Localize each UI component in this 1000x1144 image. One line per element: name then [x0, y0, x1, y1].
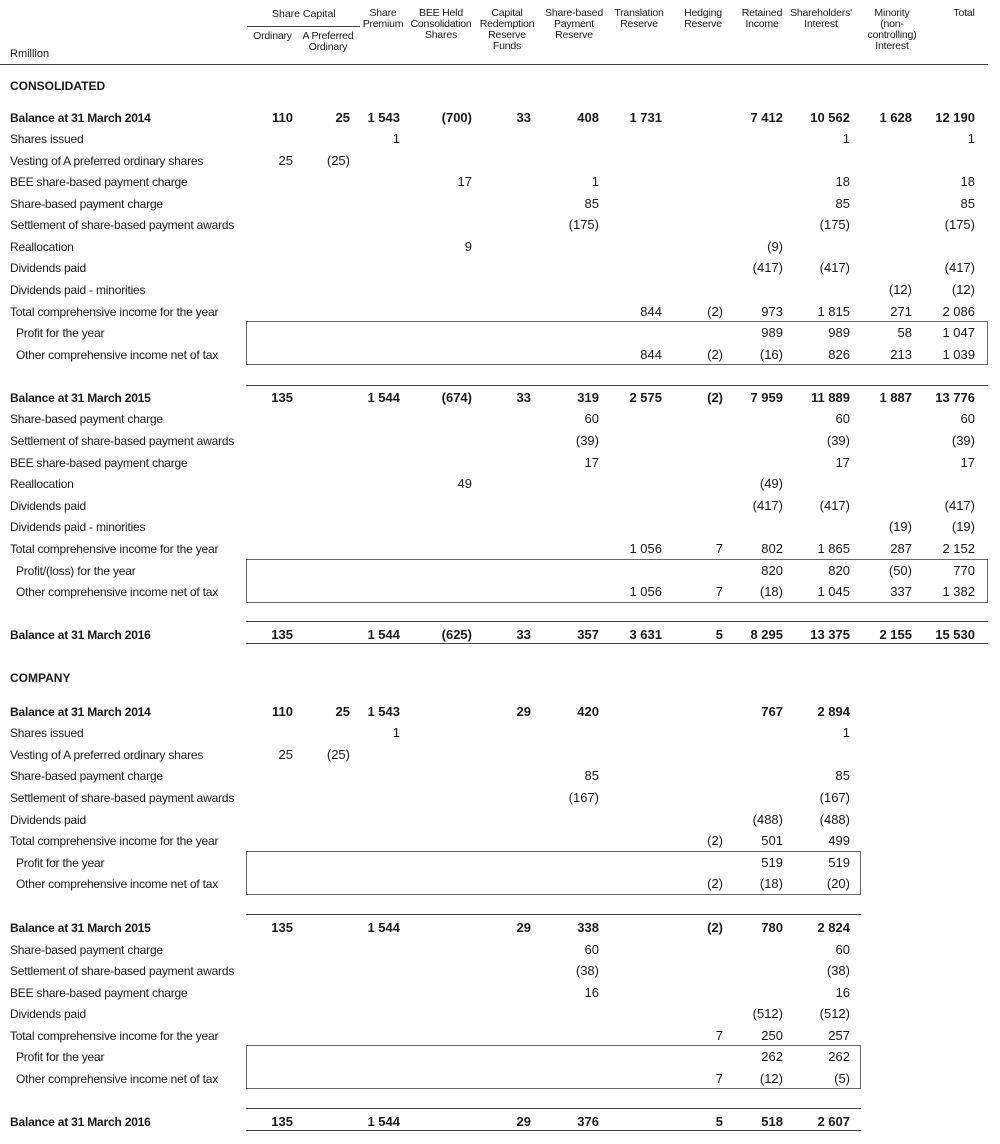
row-label: BEE share-based payment charge: [10, 456, 188, 470]
cell-sbp-reserve: (39): [575, 433, 599, 448]
row-label: Dividends paid - minorities: [10, 283, 146, 297]
cell-retained: (417): [752, 260, 783, 275]
cell-total: 1 382: [942, 584, 975, 599]
row-label: Total comprehensive income for the year: [10, 542, 219, 556]
row-label: Shares issued: [10, 132, 84, 146]
row-label: Balance at 31 March 2015: [10, 921, 151, 935]
cell-hedging: 5: [715, 627, 723, 642]
cell-shareholders: 60: [835, 411, 850, 426]
cell-shareholders: 2 824: [817, 920, 850, 935]
cell-shareholders: 989: [828, 325, 850, 340]
cell-retained: (417): [752, 498, 783, 513]
row-label: Reallocation: [10, 240, 74, 254]
cell-sbp-reserve: 357: [577, 627, 599, 642]
cell-total: 2 152: [942, 541, 975, 556]
row-label: Total comprehensive income for the year: [10, 834, 219, 848]
cell-hedging: (2): [707, 833, 723, 848]
cell-sbp-reserve: 420: [577, 704, 599, 719]
cell-ordinary: 25: [278, 153, 293, 168]
cell-shareholders: 820: [828, 563, 850, 578]
cell-bee-held: 49: [457, 476, 472, 491]
row-label: Share-based payment charge: [10, 769, 163, 783]
row-label: Dividends paid: [10, 1007, 86, 1021]
cell-a-preferred: (25): [326, 153, 350, 168]
cell-total: (417): [944, 260, 975, 275]
row-label: Profit for the year: [16, 856, 105, 870]
cell-retained: 989: [761, 325, 783, 340]
cell-retained: 820: [761, 563, 783, 578]
cell-hedging: 7: [715, 584, 723, 599]
row-label: Balance at 31 March 2014: [10, 111, 151, 125]
cell-shareholders: 60: [835, 942, 850, 957]
cell-shareholders: 16: [835, 985, 850, 1000]
cell-bee-held: 17: [457, 174, 472, 189]
cell-total: 1: [967, 131, 975, 146]
cell-retained: 767: [761, 704, 783, 719]
cell-capital-redemption: 33: [516, 110, 531, 125]
cell-ordinary: 135: [271, 390, 293, 405]
cell-share-premium: 1 543: [367, 110, 400, 125]
cell-retained: 262: [761, 1049, 783, 1064]
cell-share-premium: 1 544: [367, 920, 400, 935]
cell-shareholders: (417): [819, 260, 850, 275]
cell-ordinary: 135: [271, 1114, 293, 1129]
cell-shareholders: 1 865: [817, 541, 850, 556]
cell-shareholders: (38): [826, 963, 850, 978]
cell-a-preferred: 25: [335, 704, 350, 719]
cell-sbp-reserve: 17: [584, 455, 599, 470]
cell-retained: (16): [759, 347, 783, 362]
comprehensive-income-box: [246, 321, 988, 365]
cell-total: (175): [944, 217, 975, 232]
cell-total: 12 190: [935, 110, 975, 125]
cell-share-premium: 1: [392, 131, 400, 146]
row-label: Other comprehensive income net of tax: [16, 1072, 219, 1086]
col-header-retained: Retained Income: [741, 7, 783, 30]
row-label: Dividends paid: [10, 813, 86, 827]
cell-shareholders: 11 889: [810, 390, 850, 405]
cell-shareholders: 1: [842, 131, 850, 146]
cell-total: 1 039: [942, 347, 975, 362]
cell-shareholders: 1 815: [817, 304, 850, 319]
row-label: Dividends paid: [10, 499, 86, 513]
col-header-translation: Translation Reserve: [614, 7, 664, 30]
cell-hedging: 5: [715, 1114, 723, 1129]
cell-hedging: 7: [715, 1071, 723, 1086]
col-header-share-premium: Share Premium: [362, 7, 404, 30]
cell-retained: 7 412: [750, 110, 783, 125]
cell-ordinary: 25: [278, 747, 293, 762]
cell-bee-held: (674): [441, 390, 472, 405]
row-label: Profit/(loss) for the year: [16, 564, 136, 578]
cell-retained: (18): [759, 876, 783, 891]
cell-translation: 2 575: [629, 390, 662, 405]
cell-total: 18: [960, 174, 975, 189]
row-label: Settlement of share-based payment awards: [10, 791, 235, 805]
cell-shareholders: (512): [819, 1006, 850, 1021]
cell-shareholders: (175): [819, 217, 850, 232]
balance-rule: [246, 643, 988, 644]
cell-shareholders: (20): [826, 876, 850, 891]
company-title: COMPANY: [10, 671, 71, 685]
cell-share-premium: 1: [392, 725, 400, 740]
cell-shareholders: 262: [828, 1049, 850, 1064]
cell-retained: (9): [767, 239, 783, 254]
share-capital-rule: [247, 26, 360, 27]
cell-sbp-reserve: 85: [584, 768, 599, 783]
cell-sbp-reserve: 85: [584, 196, 599, 211]
cell-retained: 802: [761, 541, 783, 556]
cell-hedging: (2): [707, 347, 723, 362]
row-label: Other comprehensive income net of tax: [16, 585, 219, 599]
col-header-ordinary: Ordinary: [253, 30, 292, 42]
cell-capital-redemption: 29: [516, 920, 531, 935]
cell-minority: 1 628: [879, 110, 912, 125]
cell-retained: (12): [759, 1071, 783, 1086]
cell-share-premium: 1 543: [367, 704, 400, 719]
cell-minority: 2 155: [879, 627, 912, 642]
row-label: Settlement of share-based payment awards: [10, 964, 235, 978]
cell-shareholders: 18: [835, 174, 850, 189]
cell-total: 85: [960, 196, 975, 211]
cell-hedging: 7: [715, 1028, 723, 1043]
cell-minority: (50): [888, 563, 912, 578]
cell-total: (19): [951, 519, 975, 534]
row-label: Shares issued: [10, 726, 84, 740]
row-label: Share-based payment charge: [10, 943, 163, 957]
cell-share-premium: 1 544: [367, 1114, 400, 1129]
cell-minority: 1 887: [879, 390, 912, 405]
cell-capital-redemption: 29: [516, 704, 531, 719]
balance-rule: [246, 914, 861, 915]
cell-hedging: (2): [707, 876, 723, 891]
row-label: Profit for the year: [16, 326, 105, 340]
balance-rule: [246, 1108, 861, 1109]
row-label: BEE share-based payment charge: [10, 986, 188, 1000]
cell-retained: 519: [761, 855, 783, 870]
cell-total: (39): [951, 433, 975, 448]
cell-translation: 1 056: [629, 541, 662, 556]
cell-retained: 250: [761, 1028, 783, 1043]
cell-minority: 287: [890, 541, 912, 556]
col-header-total: Total: [953, 7, 975, 19]
row-label: Profit for the year: [16, 1050, 105, 1064]
row-label: Balance at 31 March 2014: [10, 705, 151, 719]
cell-total: 2 086: [942, 304, 975, 319]
cell-hedging: (2): [707, 390, 723, 405]
cell-shareholders: 1: [842, 725, 850, 740]
cell-total: 13 776: [935, 390, 975, 405]
cell-bee-held: (625): [441, 627, 472, 642]
cell-hedging: (2): [707, 304, 723, 319]
cell-shareholders: 2 894: [817, 704, 850, 719]
cell-minority: 213: [890, 347, 912, 362]
cell-retained: (49): [759, 476, 783, 491]
row-label: Share-based payment charge: [10, 412, 163, 426]
cell-minority: 271: [890, 304, 912, 319]
cell-capital-redemption: 33: [516, 390, 531, 405]
cell-sbp-reserve: 338: [577, 920, 599, 935]
cell-shareholders: 85: [835, 196, 850, 211]
cell-sbp-reserve: 376: [577, 1114, 599, 1129]
row-label: BEE share-based payment charge: [10, 175, 188, 189]
cell-minority: 58: [897, 325, 912, 340]
cell-shareholders: 826: [828, 347, 850, 362]
cell-shareholders: 13 375: [810, 627, 850, 642]
share-capital-header: Share Capital: [272, 8, 336, 20]
cell-shareholders: 17: [835, 455, 850, 470]
cell-sbp-reserve: 60: [584, 411, 599, 426]
cell-sbp-reserve: (38): [575, 963, 599, 978]
col-header-a-preferred: A Preferred Ordinary: [302, 30, 354, 53]
cell-translation: 844: [640, 347, 662, 362]
cell-ordinary: 110: [272, 110, 293, 125]
row-label: Dividends paid: [10, 261, 86, 275]
cell-shareholders: 85: [835, 768, 850, 783]
row-label: Balance at 31 March 2016: [10, 1115, 151, 1129]
cell-shareholders: (488): [819, 812, 850, 827]
cell-total: (12): [951, 282, 975, 297]
cell-a-preferred: 25: [335, 110, 350, 125]
cell-sbp-reserve: (167): [568, 790, 599, 805]
col-header-capital-redemption: Capital Redemption Reserve Funds: [479, 7, 535, 52]
col-header-bee-held: BEE Held Consolidation Shares: [410, 7, 472, 41]
cell-retained: 518: [761, 1114, 783, 1129]
cell-shareholders: 499: [828, 833, 850, 848]
cell-shareholders: 10 562: [810, 110, 850, 125]
cell-hedging: (2): [707, 920, 723, 935]
cell-translation: 844: [640, 304, 662, 319]
cell-sbp-reserve: 408: [577, 110, 599, 125]
row-label: Reallocation: [10, 477, 74, 491]
cell-a-preferred: (25): [326, 747, 350, 762]
cell-bee-held: (700): [441, 110, 472, 125]
balance-rule: [246, 621, 988, 622]
cell-total: 60: [960, 411, 975, 426]
col-header-shareholders: Shareholders' Interest: [790, 7, 852, 30]
cell-retained: (18): [759, 584, 783, 599]
col-header-hedging: Hedging Reserve: [684, 7, 722, 30]
row-label: Total comprehensive income for the year: [10, 1029, 219, 1043]
cell-ordinary: 135: [271, 920, 293, 935]
cell-share-premium: 1 544: [367, 627, 400, 642]
cell-hedging: 7: [715, 541, 723, 556]
row-label: Other comprehensive income net of tax: [16, 348, 219, 362]
cell-sbp-reserve: 319: [577, 390, 599, 405]
cell-sbp-reserve: 16: [584, 985, 599, 1000]
cell-ordinary: 135: [271, 627, 293, 642]
row-label: Share-based payment charge: [10, 197, 163, 211]
cell-total: 1 047: [942, 325, 975, 340]
unit-label: Rmillion: [10, 48, 50, 60]
consolidated-title: CONSOLIDATED: [10, 79, 106, 93]
cell-shareholders: 2 607: [817, 1114, 850, 1129]
row-label: Vesting of A preferred ordinary shares: [10, 154, 204, 168]
cell-total: 15 530: [935, 627, 975, 642]
cell-total: (417): [944, 498, 975, 513]
col-header-minority: Minority (non- controlling) Interest: [867, 7, 917, 52]
cell-sbp-reserve: 1: [591, 174, 599, 189]
cell-shareholders: (5): [834, 1071, 850, 1086]
row-label: Balance at 31 March 2016: [10, 628, 151, 642]
cell-minority: 337: [890, 584, 912, 599]
balance-rule: [246, 1130, 861, 1131]
cell-retained: 7 959: [750, 390, 783, 405]
comprehensive-income-box: [246, 559, 988, 603]
cell-shareholders: 519: [828, 855, 850, 870]
cell-shareholders: (417): [819, 498, 850, 513]
col-header-sbp-reserve: Share-based Payment Reserve: [545, 7, 603, 41]
cell-sbp-reserve: (175): [568, 217, 599, 232]
cell-translation: 1 056: [629, 584, 662, 599]
row-label: Settlement of share-based payment awards: [10, 218, 235, 232]
cell-bee-held: 9: [464, 239, 472, 254]
cell-share-premium: 1 544: [367, 390, 400, 405]
cell-total: 17: [960, 455, 975, 470]
cell-capital-redemption: 33: [516, 627, 531, 642]
cell-shareholders: (39): [826, 433, 850, 448]
cell-retained: 501: [761, 833, 783, 848]
cell-retained: (488): [752, 812, 783, 827]
row-label: Other comprehensive income net of tax: [16, 877, 219, 891]
header-rule: [0, 64, 988, 65]
cell-translation: 1 731: [629, 110, 662, 125]
row-label: Balance at 31 March 2015: [10, 391, 151, 405]
cell-minority: (19): [888, 519, 912, 534]
row-label: Dividends paid - minorities: [10, 520, 146, 534]
cell-retained: 973: [761, 304, 783, 319]
cell-capital-redemption: 29: [516, 1114, 531, 1129]
cell-retained: 8 295: [750, 627, 783, 642]
cell-shareholders: 1 045: [817, 584, 850, 599]
cell-ordinary: 110: [272, 704, 293, 719]
row-label: Total comprehensive income for the year: [10, 305, 219, 319]
cell-total: 770: [953, 563, 975, 578]
row-label: Vesting of A preferred ordinary shares: [10, 748, 204, 762]
cell-minority: (12): [888, 282, 912, 297]
balance-rule: [246, 385, 988, 386]
row-label: Settlement of share-based payment awards: [10, 434, 235, 448]
cell-retained: 780: [761, 920, 783, 935]
cell-retained: (512): [752, 1006, 783, 1021]
cell-sbp-reserve: 60: [584, 942, 599, 957]
cell-shareholders: 257: [828, 1028, 850, 1043]
cell-shareholders: (167): [819, 790, 850, 805]
cell-translation: 3 631: [629, 627, 662, 642]
